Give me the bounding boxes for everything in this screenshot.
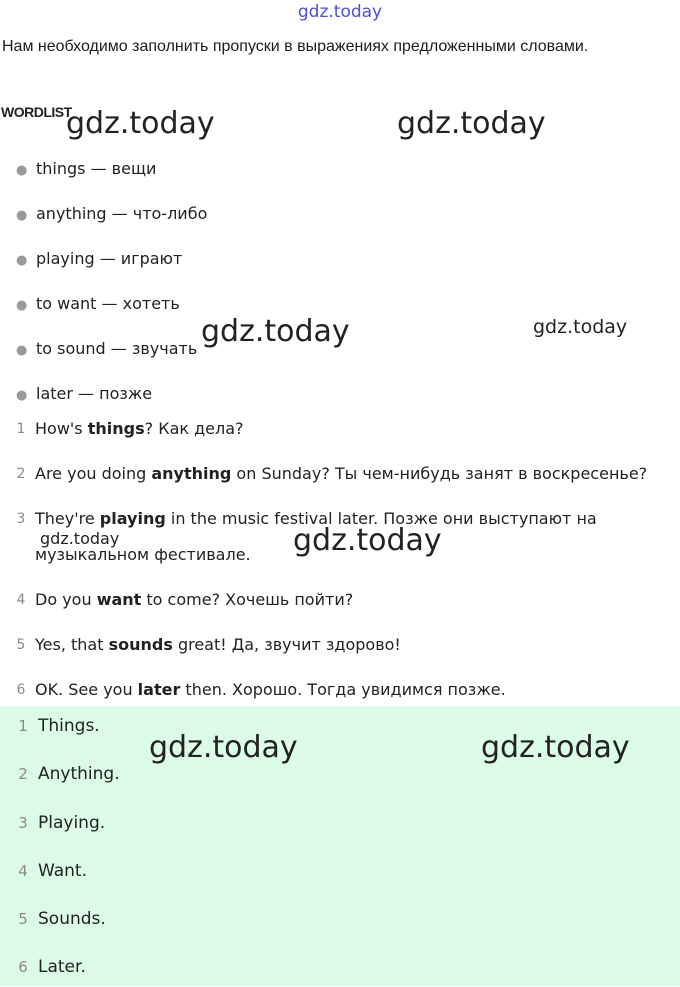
wordlist-title: WORDLIST — [1, 104, 72, 120]
task-sentence: OK. See you later then. Хорошо. Тогда увидимся позже. — [35, 680, 506, 699]
answer-word: playing — [99, 509, 166, 528]
answer-item — [16, 803, 105, 843]
wordlist-item: ● things — вещи — [16, 157, 156, 181]
answer-number: 3 — [18, 814, 28, 832]
task-item — [14, 582, 664, 618]
bullet-icon: ● — [16, 253, 28, 268]
task-item — [14, 672, 664, 708]
answer-number: 4 — [18, 862, 28, 880]
answer-number: 2 — [18, 765, 28, 783]
bullet-icon: ● — [16, 163, 28, 178]
task-sentence: Yes, that sounds great! Да, звучит здорово! — [35, 635, 401, 654]
task-number: 2 — [16, 466, 26, 482]
wordlist-item: ● anything — что-либо — [16, 202, 207, 226]
task-sentence: Are you doing anything on Sunday? Ты чем-нибудь занят в воскресенье? — [35, 464, 648, 483]
bullet-icon: ● — [16, 208, 28, 223]
answer-number: 5 — [18, 910, 28, 928]
task-sentence: They're playing in the music festival later. Позже они выступают на музыкальном фестивале. — [35, 509, 597, 564]
task-number: 4 — [16, 592, 26, 608]
answer-word: anything — [151, 464, 232, 483]
watermark: gdz.today — [293, 523, 442, 558]
answer-item — [16, 899, 106, 939]
answer-item — [16, 947, 86, 987]
answer-item — [16, 851, 87, 891]
task-number: 6 — [16, 682, 26, 698]
answer-text: Want. — [38, 861, 87, 881]
answer-text: Later. — [38, 957, 86, 977]
watermark: gdz.today — [66, 106, 215, 141]
task-number: 1 — [16, 421, 26, 437]
wordlist-item: ● later — позже — [16, 382, 152, 406]
watermark: gdz.today — [149, 730, 298, 765]
site-watermark-top: gdz.today — [297, 2, 383, 22]
answer-item — [16, 706, 100, 746]
task-item — [14, 456, 664, 492]
answer-number: 1 — [18, 717, 28, 735]
task-item — [14, 501, 664, 573]
task-sentence: How's things? Как дела? — [35, 419, 244, 438]
wordlist-item: ● to sound — звучать — [16, 337, 197, 361]
answer-word: later — [137, 680, 181, 699]
answer-number: 6 — [18, 958, 28, 976]
answer-word: things — [87, 419, 145, 438]
answers-panel — [0, 706, 680, 986]
bullet-icon: ● — [16, 343, 28, 358]
wordlist-item: ● to want — хотеть — [16, 292, 180, 316]
answer-text: Anything. — [38, 764, 120, 784]
wordlist-item: ● playing — играют — [16, 247, 182, 271]
watermark: gdz.today — [481, 730, 630, 765]
bullet-icon: ● — [16, 388, 28, 403]
answer-text: Playing. — [38, 813, 106, 833]
intro-text: Нам необходимо заполнить пропуски в выражениях предложенными словами. — [2, 38, 589, 55]
task-number: 3 — [16, 511, 26, 527]
answer-text: Sounds. — [38, 909, 106, 929]
task-item — [14, 627, 664, 663]
task-item — [14, 411, 664, 447]
task-number: 5 — [16, 637, 26, 653]
answer-item — [16, 754, 120, 794]
watermark: gdz.today — [201, 314, 350, 349]
watermark: gdz.today — [397, 106, 546, 141]
answer-word: sounds — [108, 635, 173, 654]
bullet-icon: ● — [16, 298, 28, 313]
watermark: gdz.today — [40, 529, 120, 548]
answer-word: want — [96, 590, 142, 609]
task-sentence: Do you want to come? Хочешь пойти? — [35, 590, 354, 609]
answer-text: Things. — [38, 716, 100, 736]
watermark: gdz.today — [533, 316, 628, 338]
